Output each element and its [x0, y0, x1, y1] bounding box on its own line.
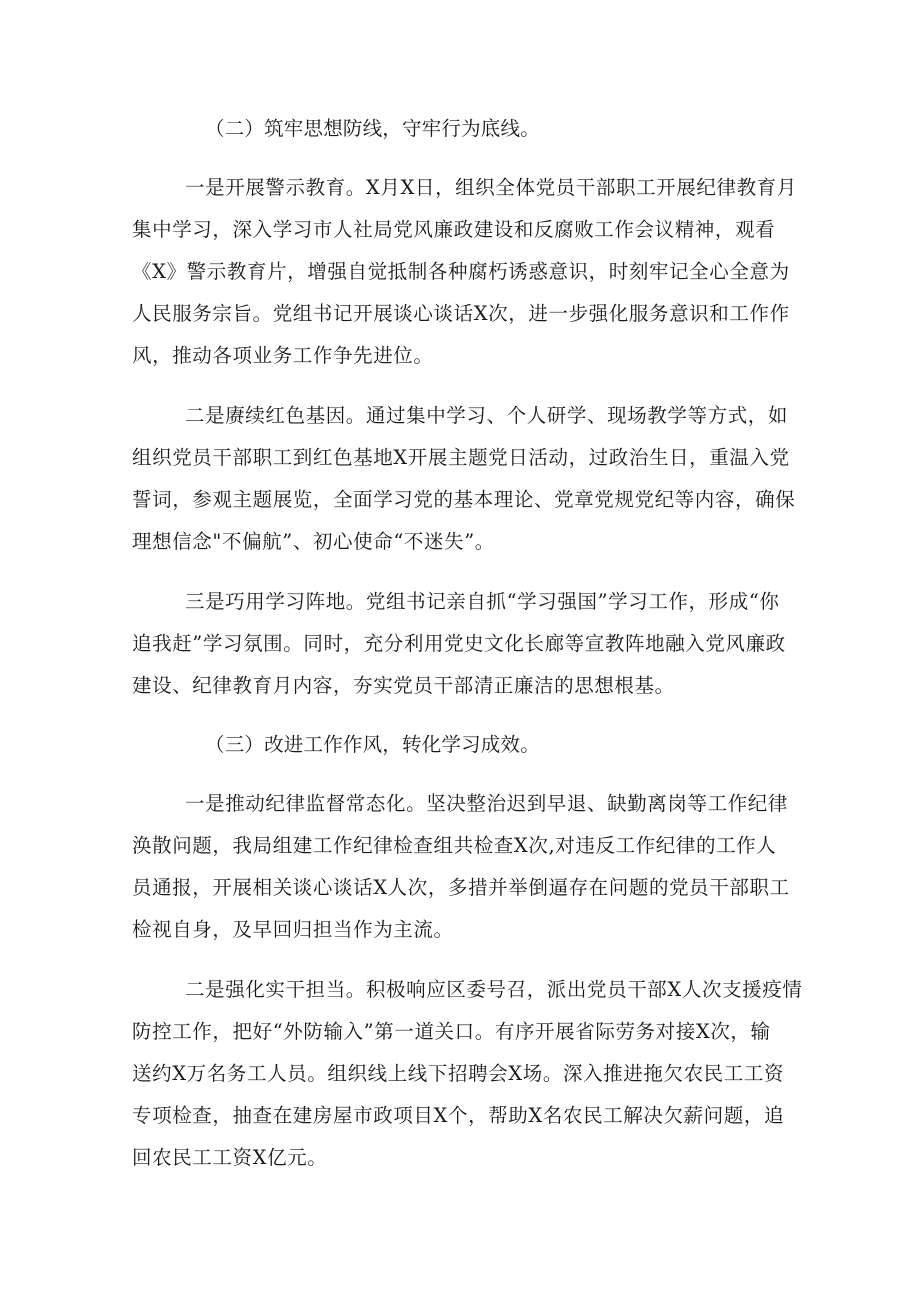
paragraph-line: 防控工作，把好“外防输入”第一道关口。有序开展省际劳务对接X次，输 [132, 1020, 771, 1043]
paragraph-line: 涣散问题，我局组建工作纪律检查组共检查X次,对违反工作纪律的工作人 [132, 834, 777, 857]
paragraph-line: 《X》警示教育片，增强自觉抵制各种腐朽诱惑意识，时刻牢记全心全意为 [132, 260, 790, 283]
paragraph-line: 人民服务宗旨。党组书记开展谈心谈话X次，进一步强化服务意识和工作作 [132, 302, 790, 325]
paragraph-line: 建设、纪律教育月内容，夯实党员干部清正廉洁的思想根基。 [132, 674, 675, 697]
paragraph-line: 誓词，参观主题展览，全面学习党的基本理论、党章党规党纪等内容，确保 [132, 488, 796, 511]
paragraph-line: 送约X万名务工人员。组织线上线下招聘会X场。深入推进拖欠农民工工资 [132, 1062, 785, 1085]
paragraph-line: 风，推动各项业务工作争先进位。 [132, 344, 434, 367]
paragraph-line: 组织党员干部职工到红色基地X开展主题党日活动，过政治生日，重温入党 [132, 446, 790, 469]
paragraph-line: 专项检查，抽查在建房屋市政项目X个，帮助X名农民工解决欠薪问题，追 [132, 1104, 785, 1127]
paragraph-line: 二是赓续红色基因。通过集中学习、个人研学、现场教学等方式，如 [185, 404, 789, 427]
paragraph-line: 理想信念"不偏航”、初心使命“不迷失”。 [132, 530, 495, 553]
paragraph-line: 检视自身，及早回归担当作为主流。 [132, 918, 454, 941]
paragraph-line: 一是开展警示教育。X月X日，组织全体党员干部职工开展纪律教育月 [185, 176, 797, 199]
section-heading-2: （二）筑牢思想防线，守牢行为底线。 [205, 117, 540, 140]
paragraph-line: 二是强化实干担当。积极响应区委号召，派出党员干部X人次支援疫情 [185, 978, 803, 1001]
paragraph-line: 一是推动纪律监督常态化。坚决整治迟到早退、缺勤离岗等工作纪律 [185, 792, 789, 815]
paragraph-line: 追我赶”学习氛围。同时，充分利用党史文化长廊等宣教阵地融入党风廉政 [132, 632, 786, 655]
paragraph-line: 集中学习，深入学习市人社局党风廉政建设和反腐败工作会议精神，观看 [132, 218, 776, 241]
section-heading-3: （三）改进工作作风，转化学习成效。 [205, 733, 540, 756]
paragraph-line: 回农民工工资X亿元。 [132, 1146, 328, 1169]
paragraph-line: 三是巧用学习阵地。党组书记亲自抓“学习强国”学习工作，形成“你 [185, 590, 780, 613]
paragraph-line: 员通报，开展相关谈心谈话X人次，多措并举倒逼存在问题的党员干部职工 [132, 876, 790, 899]
